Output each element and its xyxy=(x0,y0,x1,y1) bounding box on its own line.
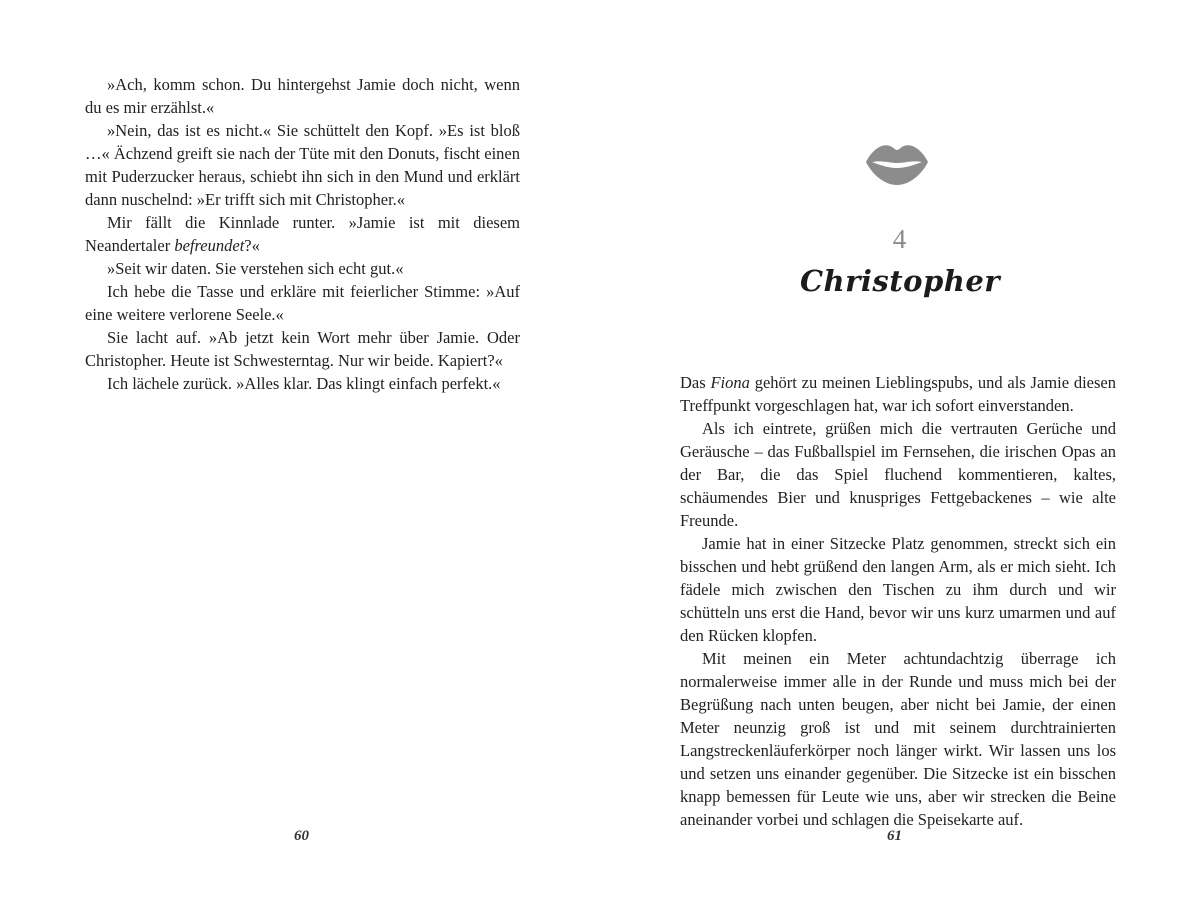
paragraph: Ich hebe die Tasse und erkläre mit feierlicher Stimme: »Auf eine weitere verlorene Seele.« xyxy=(85,282,520,324)
paragraph: »Nein, das ist es nicht.« Sie schüttelt den Kopf. »Es ist bloß …« Ächzend greift sie nach der Tüte mit den Donuts, fischt einen mit Puderzucker heraus, schiebt ihn sich in den Mund und erklärt dann nuschelnd: »Er trifft sich mit Christopher.« xyxy=(85,121,520,209)
lips-icon xyxy=(864,140,930,190)
emphasis: Fiona xyxy=(710,373,750,392)
left-page-text xyxy=(85,73,520,395)
right-page xyxy=(600,0,1200,922)
paragraph: Mit meinen ein Meter achtundachtzig überrage ich normalerweise immer alle in der Runde und muss mich bei der Begrüßung nach unten beugen, aber nicht bei Jamie, der einen Meter neunzig groß ist und mit seinem durchtrainierten Langstreckenläuferkörper noch länger wirkt. Wir lassen uns los und setzen uns einander gegenüber. Die Sitzecke ist ein bisschen knapp bemessen für Leute wie uns, aber wir strecken die Beine aneinander vorbei und schlagen die Speisekarte auf. xyxy=(680,649,1116,829)
text-run: gehört zu meinen Lieblingspubs, und als Jamie diesen Treffpunkt vorgeschlagen hat, war ich sofort einverstanden. xyxy=(680,373,1116,415)
paragraph xyxy=(680,371,1116,417)
paragraph: Sie lacht auf. »Ab jetzt kein Wort mehr über Jamie. Oder Christopher. Heute ist Schwesterntag. Nur wir beide. Kapiert?« xyxy=(85,328,520,370)
chapter-title: Christopher xyxy=(799,264,1001,298)
emphasis: befreundet xyxy=(174,236,245,255)
paragraph: Jamie hat in einer Sitzecke Platz genommen, streckt sich ein bisschen und hebt grüßend den langen Arm, als er mich sieht. Ich fädele mich zwischen den Tischen zu ihm durch und wir schütteln uns erst die Hand, bevor wir uns kurz umarmen und auf den Rücken klopfen. xyxy=(680,534,1116,645)
paragraph: Als ich eintrete, grüßen mich die vertrauten Gerüche und Geräusche – das Fußballspiel im Fernsehen, die irischen Opas an der Bar, die das Spiel fluchend kommentieren, kaltes, schäumendes Bier und knuspriges Fettgebackenes – wie alte Freunde. xyxy=(680,419,1116,530)
paragraph: »Ach, komm schon. Du hintergehst Jamie doch nicht, wenn du es mir erzählst.« xyxy=(85,75,520,117)
paragraph: »Seit wir daten. Sie verstehen sich echt gut.« xyxy=(107,259,404,278)
text-run: Mir fällt die Kinnlade runter. »Jamie ist mit diesem Neandertaler xyxy=(85,213,520,255)
page-number: 61 xyxy=(887,828,902,844)
right-page-text xyxy=(680,371,1116,831)
text-run: Das xyxy=(680,373,711,392)
text-run: ?« xyxy=(244,236,260,255)
paragraph: Ich lächele zurück. »Alles klar. Das klingt einfach perfekt.« xyxy=(107,374,501,393)
page-number: 60 xyxy=(294,828,309,844)
chapter-number: 4 xyxy=(892,224,908,254)
paragraph xyxy=(85,211,520,257)
